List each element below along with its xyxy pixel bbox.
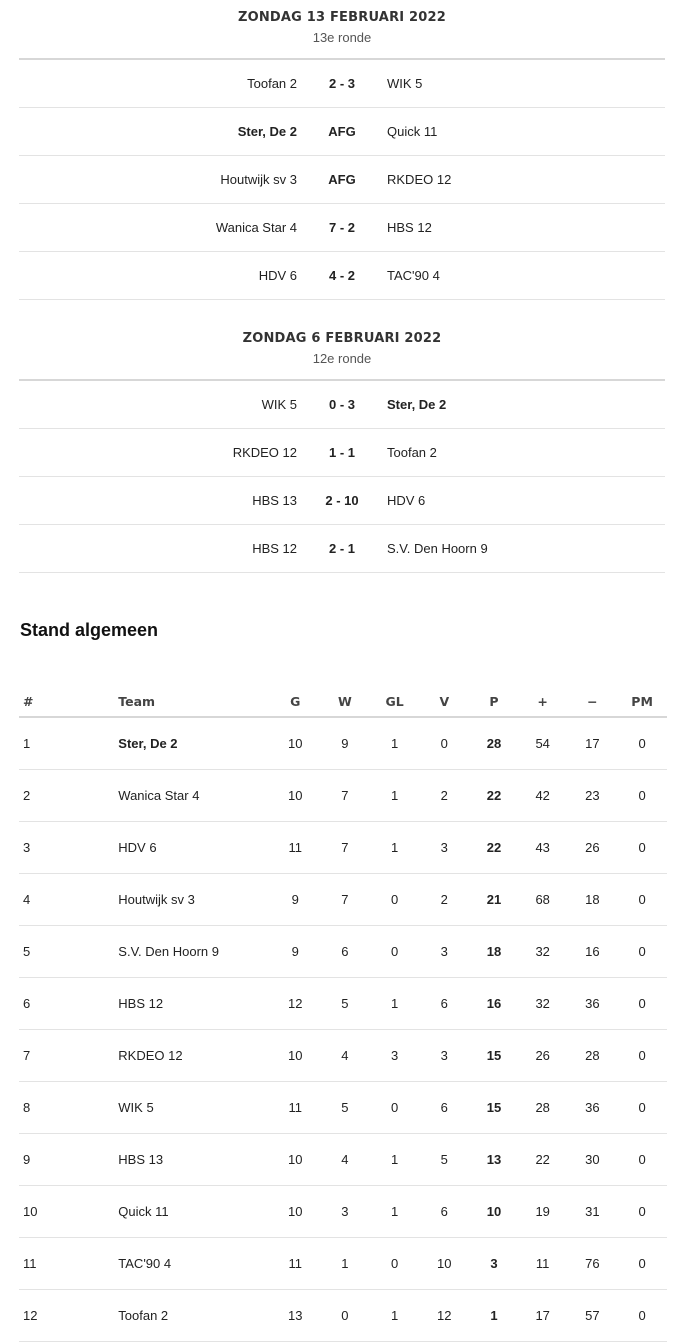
- match-row[interactable]: [19, 477, 665, 525]
- match-row[interactable]: [19, 252, 665, 300]
- table-row[interactable]: [19, 770, 667, 822]
- draw-cell: 1: [371, 1186, 419, 1238]
- goals-against-cell: 30: [568, 1134, 618, 1186]
- standings-body: [19, 717, 667, 1342]
- table-row[interactable]: [19, 717, 667, 770]
- table-row[interactable]: [19, 1134, 667, 1186]
- played-cell: 10: [271, 1030, 319, 1082]
- points-cell: 1: [470, 1290, 518, 1342]
- goals-for-cell: 22: [518, 1134, 568, 1186]
- lost-cell: 3: [418, 926, 470, 978]
- penalty-points-cell: 0: [617, 978, 667, 1030]
- match-row[interactable]: [19, 525, 665, 573]
- away-team: TAC'90 4: [387, 268, 440, 283]
- round-date: ZONDAG 13 FEBRUARI 2022: [237, 10, 447, 25]
- points-cell: 15: [470, 1030, 518, 1082]
- standings-header-row: [19, 686, 667, 717]
- match-score: 1 - 1: [328, 445, 355, 460]
- draw-cell: 0: [371, 926, 419, 978]
- goals-for-cell: 32: [518, 926, 568, 978]
- col-rank: #: [19, 686, 118, 717]
- played-cell: 13: [271, 1290, 319, 1342]
- away-team: Ster, De 2: [387, 397, 447, 412]
- match-score: AFG: [328, 124, 356, 139]
- penalty-points-cell: 0: [617, 874, 667, 926]
- goals-for-cell: 19: [518, 1186, 568, 1238]
- penalty-points-cell: 0: [617, 822, 667, 874]
- col-goals-against: −: [568, 686, 618, 717]
- col-won: W: [319, 686, 371, 717]
- lost-cell: 2: [418, 770, 470, 822]
- lost-cell: 12: [418, 1290, 470, 1342]
- won-cell: 6: [319, 926, 371, 978]
- round-section: [0, 300, 684, 573]
- match-row[interactable]: [19, 108, 665, 156]
- penalty-points-cell: 0: [617, 770, 667, 822]
- played-cell: 10: [271, 1186, 319, 1238]
- lost-cell: 3: [418, 822, 470, 874]
- won-cell: 3: [319, 1186, 371, 1238]
- played-cell: 11: [271, 822, 319, 874]
- goals-for-cell: 42: [518, 770, 568, 822]
- match-row[interactable]: [19, 156, 665, 204]
- played-cell: 11: [271, 1082, 319, 1134]
- table-row[interactable]: [19, 822, 667, 874]
- table-row[interactable]: [19, 1186, 667, 1238]
- draw-cell: 0: [371, 874, 419, 926]
- lost-cell: 6: [418, 1186, 470, 1238]
- played-cell: 10: [271, 1134, 319, 1186]
- goals-for-cell: 26: [518, 1030, 568, 1082]
- col-goals-for: +: [518, 686, 568, 717]
- points-cell: 10: [470, 1186, 518, 1238]
- lost-cell: 5: [418, 1134, 470, 1186]
- points-cell: 22: [470, 822, 518, 874]
- away-team: HDV 6: [387, 493, 426, 508]
- goals-for-cell: 68: [518, 874, 568, 926]
- draw-cell: 1: [371, 978, 419, 1030]
- team-name: Wanica Star 4: [118, 770, 271, 822]
- penalty-points-cell: 0: [617, 1030, 667, 1082]
- draw-cell: 1: [371, 1134, 419, 1186]
- goals-for-cell: 11: [518, 1238, 568, 1290]
- team-name: Houtwijk sv 3: [118, 874, 271, 926]
- col-penalty-points: PM: [617, 686, 667, 717]
- won-cell: 7: [319, 874, 371, 926]
- team-name: Ster, De 2: [118, 717, 271, 770]
- played-cell: 9: [271, 874, 319, 926]
- match-score: 2 - 3: [328, 76, 355, 91]
- rank-cell: 4: [19, 874, 118, 926]
- rank-cell: 10: [19, 1186, 118, 1238]
- draw-cell: 1: [371, 822, 419, 874]
- match-list: [19, 58, 665, 300]
- draw-cell: 0: [371, 1238, 419, 1290]
- points-cell: 21: [470, 874, 518, 926]
- points-cell: 13: [470, 1134, 518, 1186]
- home-team: HDV 6: [258, 268, 297, 283]
- match-score: 0 - 3: [328, 397, 355, 412]
- draw-cell: 1: [371, 1290, 419, 1342]
- played-cell: 10: [271, 770, 319, 822]
- match-score: AFG: [328, 172, 356, 187]
- match-row[interactable]: [19, 381, 665, 429]
- goals-for-cell: 43: [518, 822, 568, 874]
- goals-for-cell: 54: [518, 717, 568, 770]
- table-row[interactable]: [19, 1238, 667, 1290]
- rank-cell: 9: [19, 1134, 118, 1186]
- draw-cell: 0: [371, 1082, 419, 1134]
- team-name: WIK 5: [118, 1082, 271, 1134]
- round-name: 13e ronde: [312, 30, 372, 45]
- match-row[interactable]: [19, 60, 665, 108]
- home-team: HBS 12: [252, 541, 297, 556]
- goals-against-cell: 26: [568, 822, 618, 874]
- penalty-points-cell: 0: [617, 1186, 667, 1238]
- won-cell: 0: [319, 1290, 371, 1342]
- team-name: S.V. Den Hoorn 9: [118, 926, 271, 978]
- match-score: 7 - 2: [328, 220, 355, 235]
- penalty-points-cell: 0: [617, 717, 667, 770]
- points-cell: 3: [470, 1238, 518, 1290]
- goals-against-cell: 16: [568, 926, 618, 978]
- goals-against-cell: 36: [568, 1082, 618, 1134]
- points-cell: 15: [470, 1082, 518, 1134]
- lost-cell: 2: [418, 874, 470, 926]
- standings-table: [19, 686, 667, 1342]
- played-cell: 11: [271, 1238, 319, 1290]
- match-score: 2 - 10: [325, 493, 359, 508]
- goals-against-cell: 57: [568, 1290, 618, 1342]
- played-cell: 10: [271, 717, 319, 770]
- points-cell: 16: [470, 978, 518, 1030]
- away-team: Toofan 2: [387, 445, 437, 460]
- penalty-points-cell: 0: [617, 926, 667, 978]
- won-cell: 5: [319, 1082, 371, 1134]
- match-row[interactable]: [19, 204, 665, 252]
- round-header: [0, 10, 684, 45]
- table-row[interactable]: [19, 926, 667, 978]
- rank-cell: 8: [19, 1082, 118, 1134]
- rank-cell: 2: [19, 770, 118, 822]
- lost-cell: 6: [418, 978, 470, 1030]
- goals-against-cell: 17: [568, 717, 618, 770]
- won-cell: 7: [319, 822, 371, 874]
- home-team: Houtwijk sv 3: [220, 172, 297, 187]
- draw-cell: 1: [371, 770, 419, 822]
- won-cell: 1: [319, 1238, 371, 1290]
- table-row[interactable]: [19, 1030, 667, 1082]
- played-cell: 12: [271, 978, 319, 1030]
- points-cell: 28: [470, 717, 518, 770]
- away-team: RKDEO 12: [387, 172, 452, 187]
- goals-for-cell: 17: [518, 1290, 568, 1342]
- round-section: [0, 0, 684, 300]
- team-name: HBS 12: [118, 978, 271, 1030]
- col-team: Team: [118, 686, 271, 717]
- rank-cell: 7: [19, 1030, 118, 1082]
- rank-cell: 5: [19, 926, 118, 978]
- table-row[interactable]: [19, 874, 667, 926]
- team-name: HBS 13: [118, 1134, 271, 1186]
- team-name: Quick 11: [118, 1186, 271, 1238]
- home-team: Toofan 2: [247, 76, 297, 91]
- won-cell: 4: [319, 1134, 371, 1186]
- round-header: [0, 331, 684, 366]
- standings-title: Stand algemeen: [20, 620, 159, 640]
- away-team: WIK 5: [387, 76, 423, 91]
- penalty-points-cell: 0: [617, 1290, 667, 1342]
- match-row[interactable]: [19, 429, 665, 477]
- table-row[interactable]: [19, 978, 667, 1030]
- col-lost: V: [418, 686, 470, 717]
- rank-cell: 6: [19, 978, 118, 1030]
- penalty-points-cell: 0: [617, 1134, 667, 1186]
- goals-for-cell: 32: [518, 978, 568, 1030]
- table-row[interactable]: [19, 1082, 667, 1134]
- penalty-points-cell: 0: [617, 1082, 667, 1134]
- round-date: ZONDAG 6 FEBRUARI 2022: [242, 331, 442, 346]
- rank-cell: 3: [19, 822, 118, 874]
- match-list: [19, 379, 665, 573]
- col-draw: GL: [371, 686, 419, 717]
- table-row[interactable]: [19, 1290, 667, 1342]
- won-cell: 4: [319, 1030, 371, 1082]
- penalty-points-cell: 0: [617, 1238, 667, 1290]
- home-team: HBS 13: [252, 493, 297, 508]
- lost-cell: 3: [418, 1030, 470, 1082]
- goals-against-cell: 36: [568, 978, 618, 1030]
- draw-cell: 3: [371, 1030, 419, 1082]
- goals-against-cell: 28: [568, 1030, 618, 1082]
- team-name: RKDEO 12: [118, 1030, 271, 1082]
- goals-against-cell: 76: [568, 1238, 618, 1290]
- away-team: S.V. Den Hoorn 9: [387, 541, 488, 556]
- points-cell: 22: [470, 770, 518, 822]
- away-team: Quick 11: [387, 124, 438, 139]
- home-team: Ster, De 2: [237, 124, 297, 139]
- team-name: TAC'90 4: [118, 1238, 271, 1290]
- rank-cell: 12: [19, 1290, 118, 1342]
- goals-against-cell: 23: [568, 770, 618, 822]
- match-score: 2 - 1: [328, 541, 355, 556]
- goals-against-cell: 18: [568, 874, 618, 926]
- points-cell: 18: [470, 926, 518, 978]
- lost-cell: 6: [418, 1082, 470, 1134]
- lost-cell: 0: [418, 717, 470, 770]
- lost-cell: 10: [418, 1238, 470, 1290]
- away-team: HBS 12: [387, 220, 432, 235]
- won-cell: 5: [319, 978, 371, 1030]
- goals-for-cell: 28: [518, 1082, 568, 1134]
- won-cell: 9: [319, 717, 371, 770]
- team-name: HDV 6: [118, 822, 271, 874]
- col-played: G: [271, 686, 319, 717]
- round-name: 12e ronde: [312, 351, 372, 366]
- home-team: RKDEO 12: [232, 445, 297, 460]
- won-cell: 7: [319, 770, 371, 822]
- home-team: Wanica Star 4: [215, 220, 297, 235]
- rank-cell: 11: [19, 1238, 118, 1290]
- draw-cell: 1: [371, 717, 419, 770]
- goals-against-cell: 31: [568, 1186, 618, 1238]
- match-score: 4 - 2: [328, 268, 355, 283]
- col-points: P: [470, 686, 518, 717]
- played-cell: 9: [271, 926, 319, 978]
- team-name: Toofan 2: [118, 1290, 271, 1342]
- rank-cell: 1: [19, 717, 118, 770]
- home-team: WIK 5: [261, 397, 297, 412]
